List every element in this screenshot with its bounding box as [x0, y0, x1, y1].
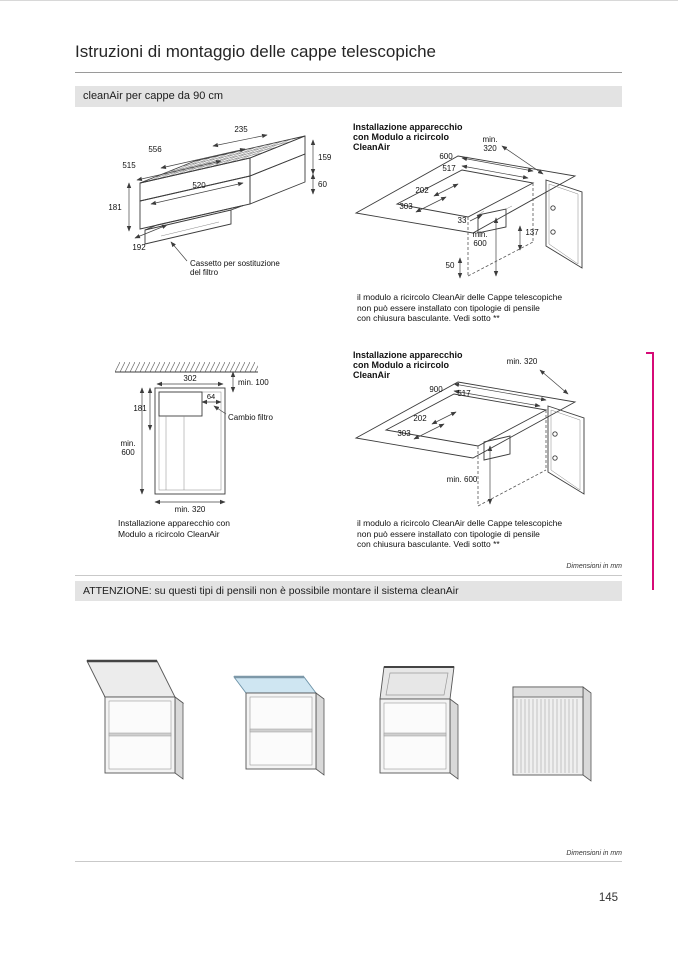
dim-303-label-2: 303: [397, 429, 411, 438]
cabinet-glass-door: [234, 677, 316, 693]
cabinet-door-open: [546, 180, 582, 268]
dim-50-label: 50: [445, 261, 455, 270]
install-top-heading-1: Installazione apparecchio: [353, 122, 463, 132]
front-view-caption-line1: Installazione apparecchio con: [118, 518, 230, 528]
install-bottom-heading-3: CleanAir: [353, 370, 391, 380]
dim-515-label: 515: [122, 161, 136, 170]
front-view-diagram: [100, 352, 315, 514]
attention-bar: [75, 581, 622, 601]
dim-min320-label: min. 320: [506, 357, 538, 366]
install-top-caption-line2: non può essere installato con tipologie di pensile: [357, 302, 540, 313]
cabinet-flap-up-illustration: [85, 645, 195, 795]
cabinet-roller-shutter-illustration: [498, 645, 598, 795]
dim-517-label-2: 517: [457, 389, 471, 398]
dim-517-label: 517: [442, 164, 456, 173]
attention-label: ATTENZIONE: su questi tipi di pensili non è possibile montare il sistema cleanAir: [83, 585, 459, 597]
drawer-label-line1: Cassetto per sostituzione: [190, 259, 280, 268]
cleanair-module: [478, 206, 512, 233]
install-top-heading-2: con Modulo a ricircolo: [353, 132, 450, 142]
install-bottom-heading-2: con Modulo a ricircolo: [353, 360, 450, 370]
install-perspective-90-diagram: [350, 118, 622, 288]
page-top-border: [0, 0, 678, 1]
hood-filter-drawer: [145, 206, 243, 244]
dim-min-label: min.: [482, 135, 498, 144]
install-top-caption-line3: con chiusura basculante. Vedi sotto **: [357, 313, 500, 323]
section-header-label: cleanAir per cappe da 90 cm: [83, 90, 224, 102]
dim-159-label: 159: [318, 153, 332, 162]
cabinet-swing-top-glass-illustration: [228, 645, 333, 795]
dim-min320-front-label: min. 320: [174, 505, 206, 514]
revision-mark: [646, 352, 654, 590]
dim-min600-front-a: min.: [120, 439, 136, 448]
dim-900-label: 900: [429, 385, 443, 394]
dim-181-front-label: 181: [133, 404, 147, 413]
drawer-label-line2: del filtro: [190, 268, 219, 277]
front-view-caption: [118, 518, 298, 539]
dim-min100-label: min. 100: [238, 378, 269, 387]
dim-320-label: 320: [483, 144, 497, 153]
dim-min600-label-2: min. 600: [446, 475, 478, 484]
install-top-heading-3: CleanAir: [353, 142, 391, 152]
dim-202-label: 202: [415, 186, 429, 195]
install-bottom-caption-line3: con chiusura basculante. Vedi sotto **: [357, 539, 500, 549]
filter-module: [159, 392, 202, 490]
dim-min600-label-a: min.: [472, 230, 488, 239]
divider-top: [75, 575, 622, 576]
install-bottom-caption: [357, 518, 607, 550]
install-bottom-caption-line1: il modulo a ricircolo CleanAir delle Cappe telescopiche: [357, 518, 563, 528]
dim-302-label: 302: [183, 374, 197, 383]
dim-33-label: 33: [457, 216, 467, 225]
dim-60-label: 60: [318, 180, 327, 189]
dim-64-label: 64: [206, 392, 216, 401]
dimensions-note-top: Dimensioni in mm: [566, 563, 622, 570]
cabinet-body: [246, 693, 324, 775]
dimensions-note-bottom: Dimensioni in mm: [566, 850, 622, 857]
cabinet-body: [105, 697, 183, 779]
cabinet-flap-door: [87, 661, 175, 697]
cabinet-outline: [155, 388, 225, 494]
cabinet-hidden-edges: [478, 410, 546, 506]
page-title: Istruzioni di montaggio delle cappe telescopiche: [75, 42, 437, 61]
hood-dimensions-diagram: [95, 114, 340, 292]
dim-181-label: 181: [108, 203, 122, 212]
dim-520-label: 520: [192, 181, 206, 190]
cabinet-lift-door: [380, 667, 454, 699]
dim-556-label: 556: [148, 145, 162, 154]
dim-303-label: 303: [399, 202, 413, 211]
dim-137-label: 137: [525, 228, 539, 237]
dim-202-label-2: 202: [413, 414, 427, 423]
dim-min600-front-b: 600: [121, 448, 135, 457]
cabinet-lift-door-illustration: [362, 645, 467, 795]
front-view-caption-line2: Modulo a ricircolo CleanAir: [118, 528, 220, 539]
filter-change-label: Cambio filtro: [228, 413, 273, 422]
hood-body: [140, 136, 305, 229]
install-bottom-heading-1: Installazione apparecchio: [353, 350, 463, 360]
cabinet-body: [380, 699, 458, 779]
dim-600-label: 600: [439, 152, 453, 161]
install-perspective-900-diagram: [350, 346, 622, 516]
title-rule: [75, 72, 622, 73]
page-number: 145: [598, 892, 618, 904]
install-top-caption-line1: il modulo a ricircolo CleanAir delle Cappe telescopiche: [357, 292, 563, 302]
front-view-dimension-lines: [142, 372, 233, 502]
ceiling-hatch: [115, 362, 258, 372]
install-top-dimension-lines: [416, 146, 543, 278]
install-top-caption: [357, 292, 607, 324]
dim-192-label: 192: [132, 243, 146, 252]
cabinet-door-open: [548, 406, 584, 494]
section-header-bar: [75, 86, 622, 107]
install-bottom-caption-line2: non può essere installato con tipologie di pensile: [357, 528, 540, 539]
dim-235-label: 235: [234, 125, 248, 134]
dim-min600-label-b: 600: [473, 239, 487, 248]
divider-bottom: [75, 861, 622, 862]
